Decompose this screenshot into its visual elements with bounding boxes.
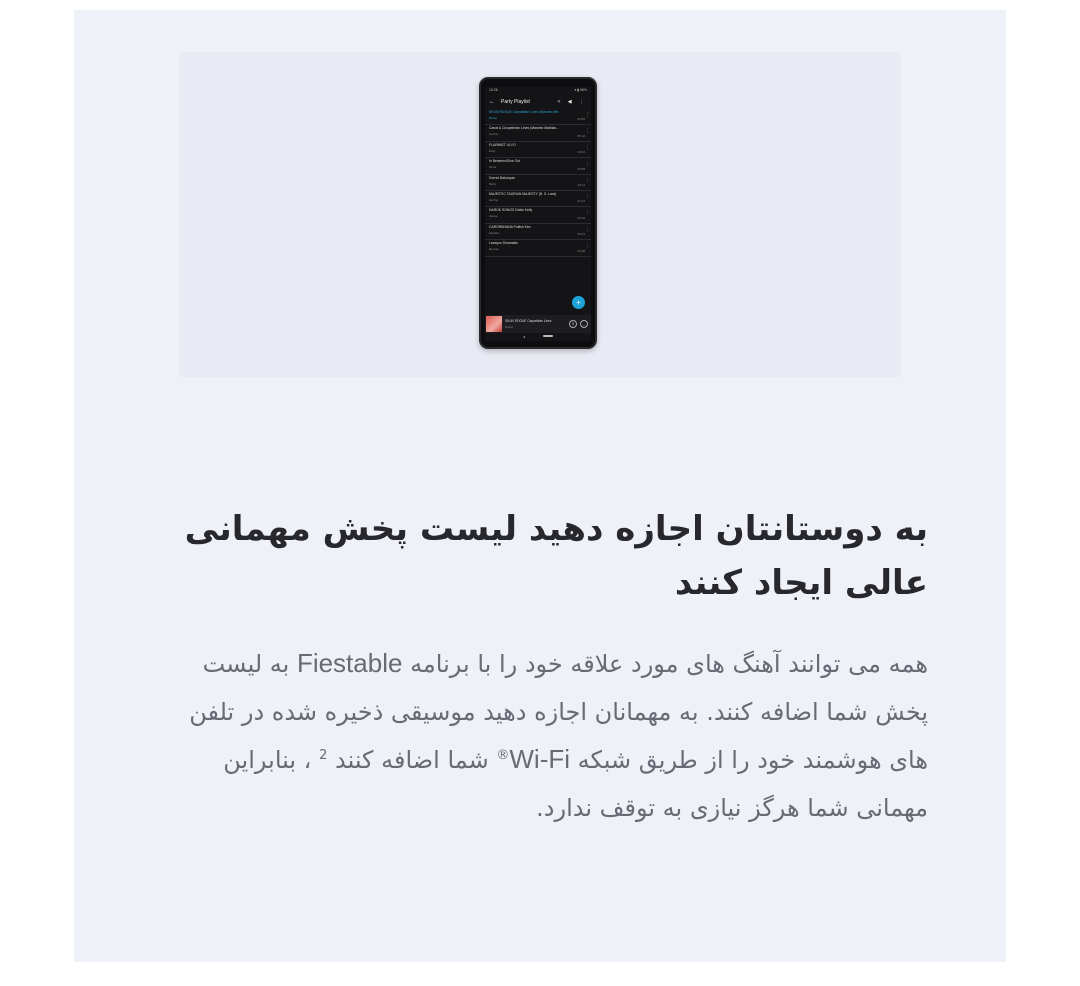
footnote-link[interactable]: 2 bbox=[319, 748, 328, 763]
queue-icon: – bbox=[580, 320, 588, 328]
track-menu-icon: ⋮ bbox=[585, 193, 590, 200]
phone-screen bbox=[485, 87, 591, 341]
section-body bbox=[166, 640, 928, 832]
now-playing-artist: Rimel bbox=[505, 325, 513, 329]
track-title: In Between/Dive Out bbox=[489, 159, 521, 164]
track-artist: Enlly bbox=[489, 148, 496, 153]
track-row bbox=[485, 240, 591, 256]
phone-status-bar bbox=[485, 87, 591, 95]
body-text-3: شما اضافه کنند bbox=[327, 746, 497, 774]
track-title: Dornel Bakunyan bbox=[489, 175, 516, 180]
track-duration: 04:11 bbox=[577, 182, 585, 187]
track-row bbox=[485, 191, 591, 207]
track-artist: Nomi bbox=[489, 165, 497, 170]
app-name: Fiestable bbox=[296, 648, 403, 678]
section-heading: به دوستانتان اجازه دهید لیست پخش مهمانی عالی ایجاد کنند bbox=[184, 509, 928, 603]
track-row bbox=[485, 207, 591, 223]
pause-icon: ॥ bbox=[569, 320, 577, 328]
back-arrow-icon: ← bbox=[489, 99, 495, 105]
track-title: Lavayon Dinamatis bbox=[489, 241, 518, 246]
track-duration: 03:58 bbox=[577, 166, 585, 171]
track-menu-icon: ⋮ bbox=[585, 177, 590, 184]
track-artist: Remas bbox=[489, 247, 499, 252]
track-title: CARORBHANA Pollish Kim bbox=[489, 224, 531, 229]
track-artist: Gerfne bbox=[489, 197, 499, 202]
track-menu-icon: ⋮ bbox=[585, 112, 590, 118]
track-row bbox=[485, 109, 591, 125]
track-artist: Boris bbox=[489, 181, 496, 186]
body-text-1: همه می توانند آهنگ های مورد علاقه خود را با برنامه bbox=[402, 650, 928, 678]
track-artist: Rimel bbox=[489, 116, 497, 120]
track-row bbox=[485, 142, 591, 158]
track-row bbox=[485, 175, 591, 191]
track-duration: 04:02 bbox=[577, 150, 585, 155]
track-row bbox=[485, 158, 591, 174]
body-text-2: به لیست پخش شما اضافه کنند. به مهمانان اجازه دهید موسیقی ذخیره شده در تلفن های هوشمند خود را از طریق شبکه bbox=[189, 650, 928, 774]
share-volume-more-icons: < ◀ ⋮ bbox=[557, 99, 587, 105]
track-title: MAJESTIC TAURIAN MAJESTY (B. S. Lara) bbox=[489, 191, 557, 196]
track-list bbox=[485, 109, 591, 257]
track-title: SKUN ROGUE Carpathian Lines (Marcelo Me... bbox=[489, 110, 561, 114]
nav-back-icon: ◂ bbox=[522, 333, 525, 339]
track-duration: 04:38 bbox=[577, 248, 585, 253]
track-menu-icon: ⋮ bbox=[585, 128, 590, 135]
add-track-icon: + bbox=[572, 296, 585, 309]
album-art bbox=[486, 316, 502, 332]
track-menu-icon: ⋮ bbox=[585, 226, 590, 233]
track-row bbox=[485, 125, 591, 141]
track-menu-icon: ⋮ bbox=[585, 161, 590, 168]
track-menu-icon: ⋮ bbox=[585, 243, 590, 250]
playlist-app-bar bbox=[485, 95, 591, 109]
now-playing-title: SKUN ROGUE Carpathian Lines bbox=[505, 319, 552, 323]
track-title: Canal & Cicupebrian Lines (Marcelo Mathias... bbox=[489, 126, 559, 131]
phone-nav-bar bbox=[485, 331, 591, 341]
track-duration: 05:10 bbox=[577, 133, 585, 138]
body-text-4: ، بنابراین مهمانی شما هرگز نیازی به توقف ندارد. bbox=[223, 746, 928, 822]
playlist-title: Party Playlist bbox=[501, 99, 530, 105]
track-title: NAROK SONGS Eddie Kelly bbox=[489, 208, 533, 213]
track-artist: Jessie bbox=[489, 214, 498, 219]
hero-image bbox=[179, 52, 901, 377]
track-title: FLARMIST ULYO bbox=[489, 142, 516, 147]
registered-mark: ® bbox=[496, 748, 510, 763]
nav-home-icon bbox=[543, 335, 553, 337]
track-menu-icon: ⋮ bbox=[585, 210, 590, 217]
track-duration: 06:16 bbox=[577, 215, 585, 220]
smartphone-image bbox=[479, 77, 597, 349]
phone-battery: ▾ ▮ 96% bbox=[574, 88, 587, 92]
track-artist: Sandhe bbox=[489, 230, 500, 235]
feature-card bbox=[74, 10, 1006, 962]
track-duration: 07:12 bbox=[577, 199, 585, 204]
phone-time: 10:26 bbox=[489, 88, 498, 92]
track-row bbox=[485, 224, 591, 240]
track-duration: 03:56 bbox=[577, 117, 585, 122]
track-artist: Gerfne bbox=[489, 132, 499, 137]
track-duration: 05:21 bbox=[577, 232, 585, 237]
wifi-label: Wi-Fi bbox=[509, 744, 571, 774]
track-menu-icon: ⋮ bbox=[585, 144, 590, 151]
